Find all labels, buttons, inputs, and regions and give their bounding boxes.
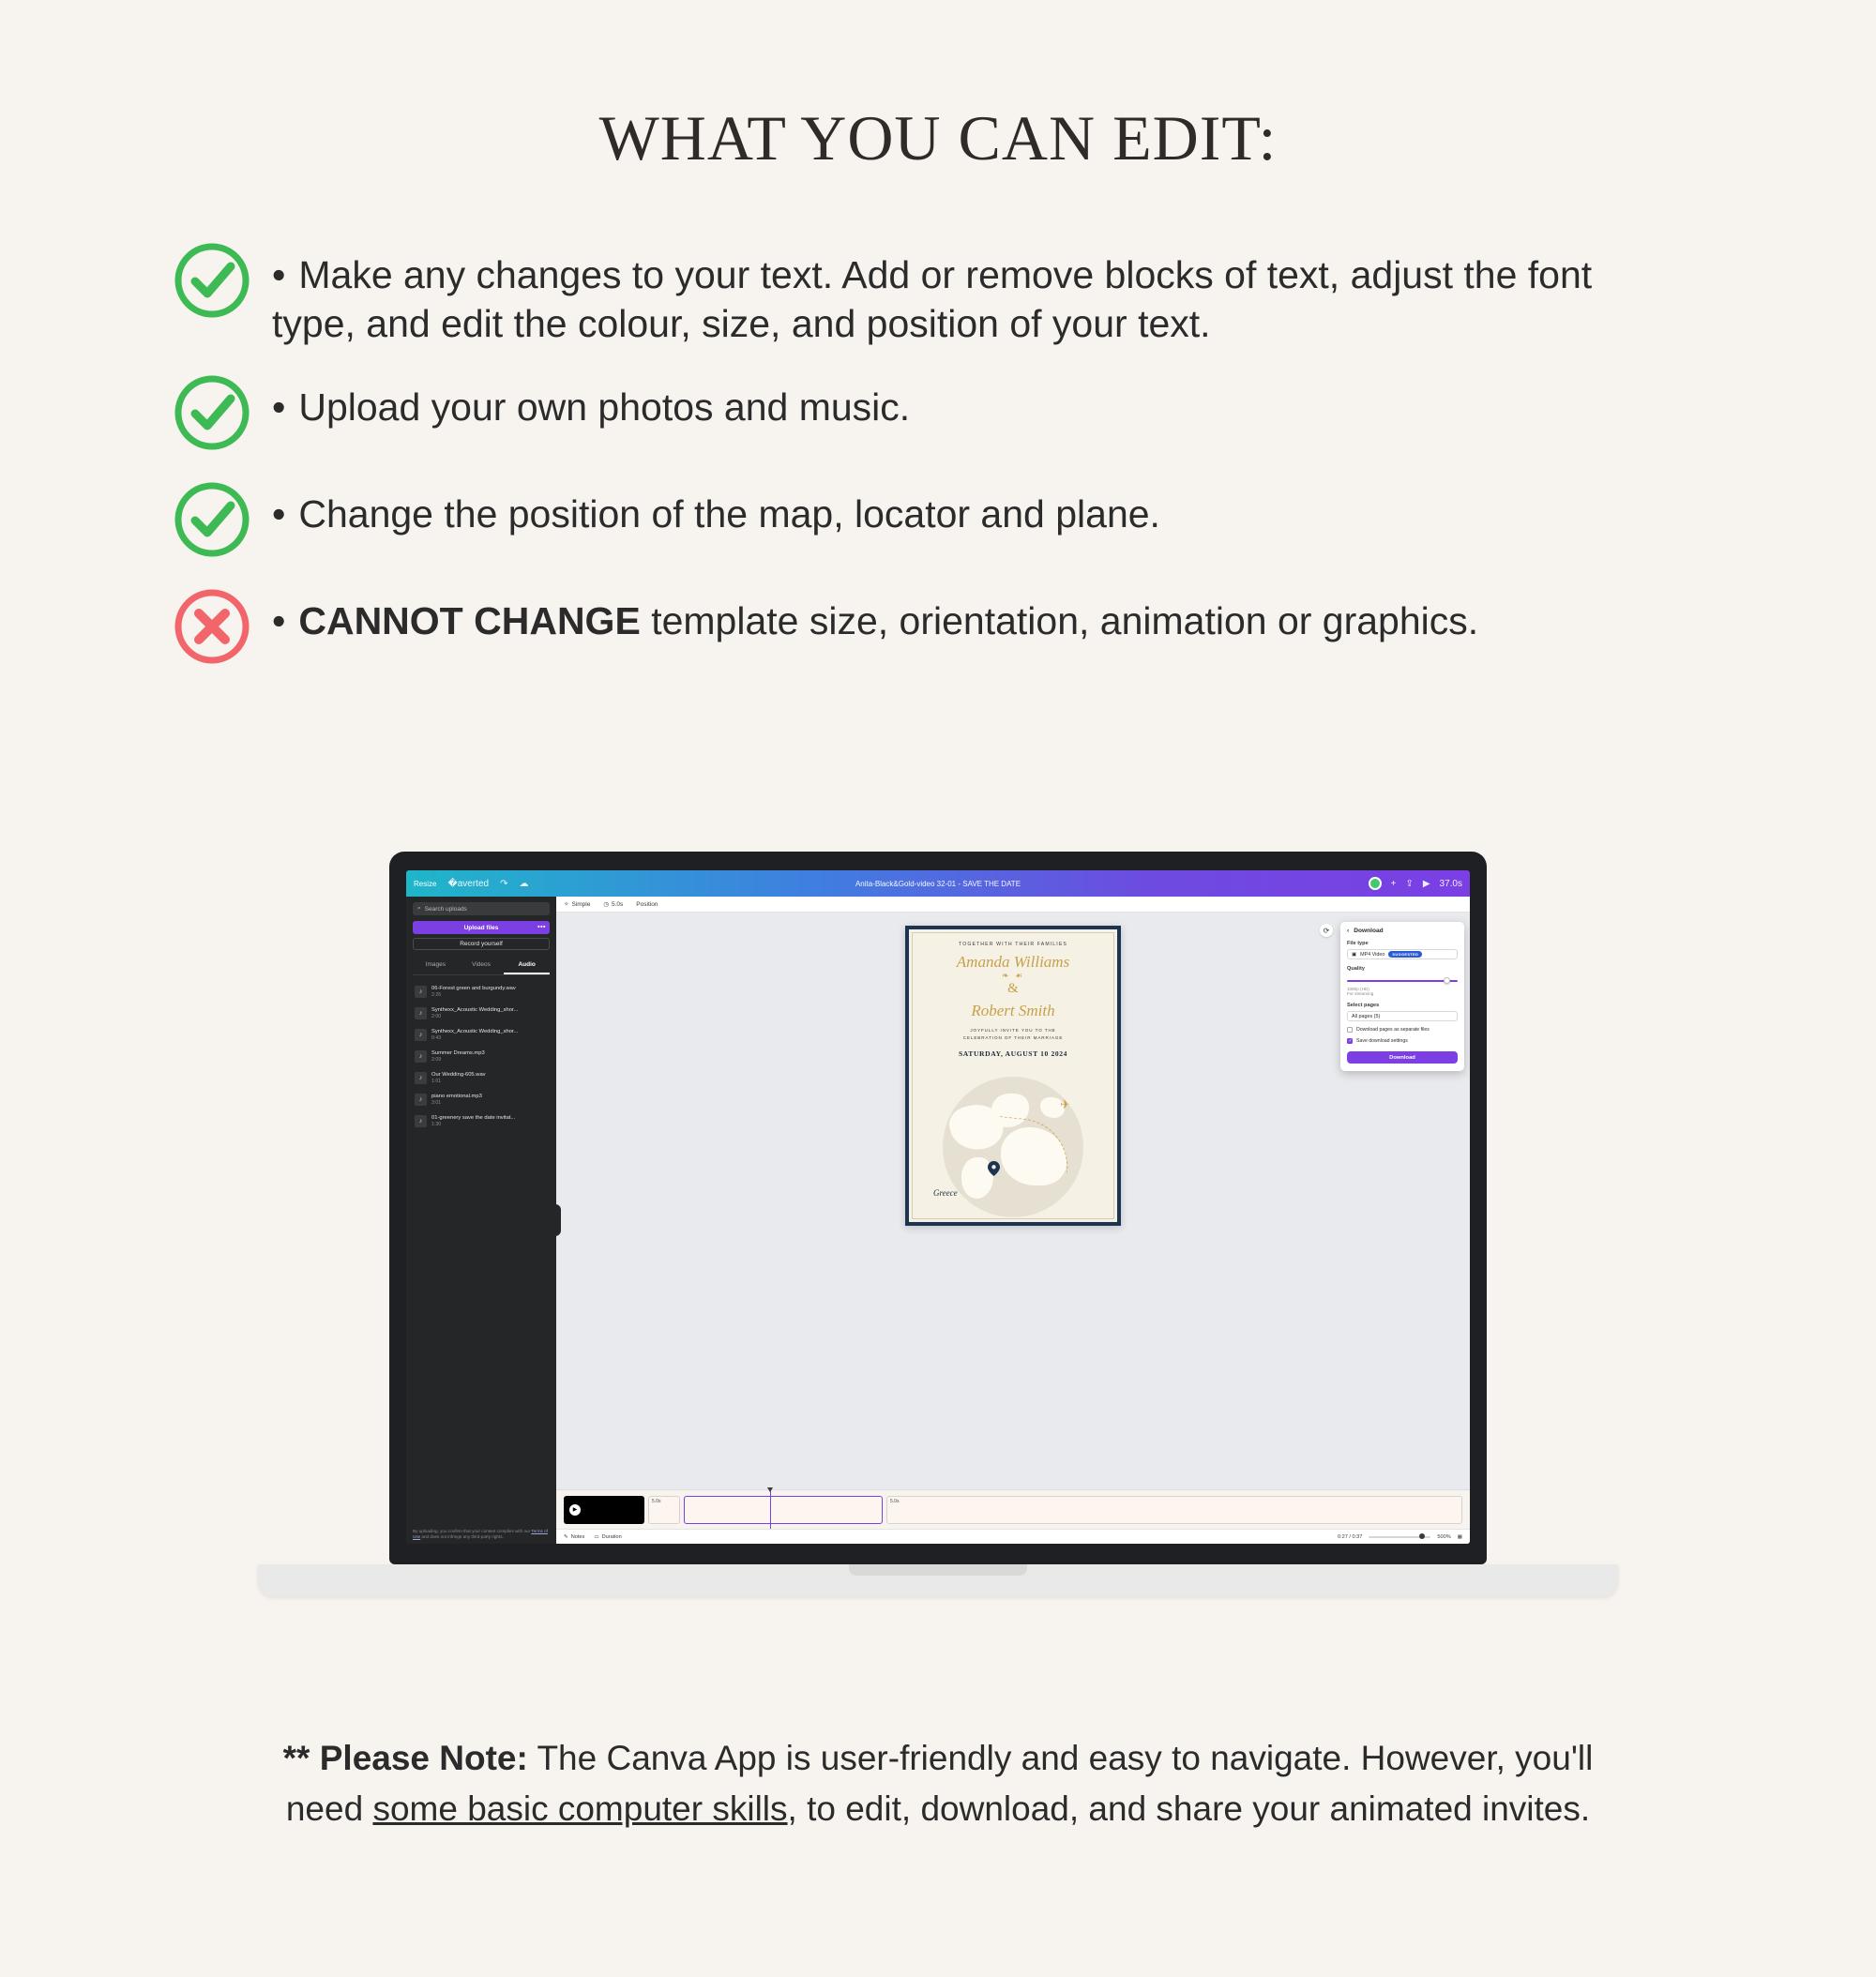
document-title: Anita-Black&Gold-video 32-01 - SAVE THE DATE <box>855 879 1021 888</box>
audio-file-list <box>413 981 550 1132</box>
list-item <box>169 243 1707 349</box>
search-icon: ⌕ <box>417 905 421 912</box>
music-note-icon: ♪ <box>415 1050 427 1063</box>
play-icon[interactable]: ▶ <box>1422 878 1430 889</box>
audio-file-name: piano emotional.mp3 <box>431 1094 482 1099</box>
checkbox-icon-checked[interactable] <box>1347 1038 1353 1044</box>
invitation-name-2[interactable]: Robert Smith <box>971 1002 1055 1019</box>
globe-shape <box>943 1077 1083 1217</box>
invitation-top-line: TOGETHER WITH THEIR FAMILIES <box>959 942 1067 947</box>
music-note-icon: ♪ <box>415 1072 427 1084</box>
laptop-base <box>258 1564 1618 1596</box>
audio-file-name: Our Wedding-605.wav <box>431 1072 486 1078</box>
list-item-text: • CANNOT CHANGE template size, orientation, animation or graphics. <box>272 598 1479 642</box>
airplane-icon[interactable]: ✈ <box>1060 1097 1070 1111</box>
clip-duration: 5.0s <box>890 1498 900 1504</box>
video-duration-label: 37.0s <box>1439 878 1462 889</box>
download-panel-header: ‹ Download <box>1347 928 1384 934</box>
check-icon <box>169 237 255 324</box>
tab-videos[interactable]: Videos <box>472 961 491 968</box>
element-toolbar <box>556 897 1470 913</box>
check-icon <box>169 476 255 563</box>
list-item-text: • Upload your own photos and music. <box>272 385 911 429</box>
video-icon: ▣ <box>1352 951 1357 958</box>
audio-file-duration: 1:01 <box>431 1079 442 1084</box>
map-pin-icon[interactable] <box>988 1161 1000 1176</box>
canva-top-bar <box>406 870 1470 897</box>
canva-body <box>406 897 1470 1544</box>
audio-file-duration: 0:43 <box>431 1035 442 1041</box>
duration-icon: ▭ <box>594 1533 599 1540</box>
avatar[interactable] <box>1369 877 1382 890</box>
timeline-clip[interactable] <box>648 1496 680 1524</box>
refresh-icon[interactable]: ⟳ <box>1320 924 1333 937</box>
quality-value: 1080p (HD) For streaming <box>1347 987 1374 996</box>
list-item[interactable] <box>413 981 550 1003</box>
check-icon <box>169 370 255 456</box>
footer-note <box>0 1733 1876 1834</box>
audio-file-name: 01-greenery save the date invitat... <box>431 1115 516 1121</box>
playhead[interactable] <box>770 1490 771 1529</box>
page-title: WHAT YOU CAN EDIT: <box>598 102 1278 174</box>
play-icon[interactable]: ▶ <box>569 1504 581 1516</box>
list-item-text: • Make any changes to your text. Add or remove blocks of text, adjust the font type, and edit the colour, size, and position of your text. <box>272 253 1593 346</box>
invitation-card[interactable] <box>905 926 1121 1226</box>
note-line2-pre: need <box>285 1788 373 1828</box>
duration-button[interactable]: ◷ 5.0s <box>603 900 624 908</box>
note-line2-post: , to edit, download, and share your animated invites. <box>787 1788 1591 1828</box>
position-button[interactable]: Position <box>636 900 658 908</box>
laptop-body <box>389 852 1487 1564</box>
quality-slider[interactable] <box>1347 977 1458 985</box>
upload-files-button[interactable]: Upload files ••• <box>413 921 550 934</box>
uploads-tabs <box>413 958 550 975</box>
zoom-knob[interactable] <box>1419 1533 1425 1539</box>
audio-file-name: Synthexx_Acoustic Wedding_shor... <box>431 1029 519 1034</box>
suggested-badge: SUGGESTED <box>1388 951 1422 958</box>
slider-knob[interactable] <box>1444 977 1450 984</box>
laptop-notch <box>849 1564 1027 1576</box>
list-item <box>169 589 1707 670</box>
cloud-icon[interactable]: ☁ <box>519 878 529 889</box>
list-item[interactable] <box>413 1067 550 1089</box>
quality-label: Quality <box>1347 966 1365 972</box>
timeline-preview-clip[interactable] <box>564 1496 644 1524</box>
music-note-icon: ♪ <box>415 1007 427 1019</box>
file-type-select[interactable]: ▣ MP4 Video SUGGESTED <box>1347 949 1458 959</box>
status-bar <box>556 1529 1470 1544</box>
checkbox-save-settings[interactable]: ✓ Save download settings <box>1347 1038 1458 1044</box>
world-map-graphic[interactable] <box>909 1072 1117 1222</box>
audio-file-name: Summer Dreams.mp3 <box>431 1050 485 1056</box>
cross-icon <box>169 583 255 670</box>
search-input[interactable] <box>413 902 550 915</box>
select-pages-dropdown[interactable]: All pages (5) <box>1347 1011 1458 1021</box>
list-item[interactable] <box>413 1024 550 1046</box>
timeline-clip[interactable] <box>886 1496 1462 1524</box>
list-item[interactable] <box>413 1110 550 1132</box>
invitation-ampersand: & <box>1007 981 1019 996</box>
music-note-icon: ♪ <box>415 986 427 998</box>
audio-file-duration: 2:26 <box>431 992 442 998</box>
flourish-icon: ❧ ☙ <box>1001 971 1025 980</box>
search-placeholder: Search uploads <box>424 905 467 913</box>
redo-icon[interactable]: ↷ <box>500 878 508 889</box>
list-item <box>169 482 1707 563</box>
checkbox-separate-files[interactable]: Download pages as separate files <box>1347 1027 1458 1033</box>
note-prefix: ** Please Note: <box>282 1739 528 1777</box>
audio-file-duration: 1:30 <box>431 1122 442 1127</box>
audio-file-name: Synthexx_Acoustic Wedding_shor... <box>431 1007 519 1013</box>
audio-file-name: 06-Forest green and burgundy.wav <box>431 986 516 991</box>
clip-duration: 5.0s <box>652 1498 661 1504</box>
download-panel[interactable] <box>1340 922 1464 1071</box>
invitation-date[interactable]: SATURDAY, AUGUST 10 2024 <box>958 1049 1068 1058</box>
music-note-icon: ♪ <box>415 1115 427 1127</box>
back-arrow-icon[interactable]: ‹ <box>1347 928 1350 934</box>
invitation-subtitle: JOYFULLY INVITE YOU TO THE CELEBRATION OF THEIR MARRIAGE <box>962 1028 1064 1040</box>
canvas-area <box>556 897 1470 1544</box>
record-yourself-button[interactable]: Record yourself <box>413 938 550 950</box>
note-underline: some basic computer skills <box>372 1788 788 1828</box>
canva-editor-screen <box>406 870 1470 1544</box>
laptop-mockup <box>0 852 1876 1596</box>
notes-button[interactable]: ✎ Notes <box>564 1533 585 1540</box>
audio-file-duration: 3:01 <box>431 1100 442 1106</box>
tab-images[interactable]: Images <box>425 961 446 968</box>
checkbox-icon[interactable] <box>1347 1027 1353 1033</box>
download-button[interactable]: Download <box>1347 1051 1458 1064</box>
terms-of-use-link[interactable]: Terms of Use <box>413 1528 548 1539</box>
notes-icon: ✎ <box>564 1533 568 1540</box>
list-item <box>169 375 1707 456</box>
note-line1: The Canva App is user-friendly and easy to navigate. However, you'll <box>527 1739 1594 1777</box>
flight-path <box>994 1116 1072 1172</box>
zoom-level: 500% <box>1437 1533 1451 1540</box>
timeline-clip-selected[interactable] <box>684 1496 883 1524</box>
time-display: 0:27 / 0:37 <box>1337 1533 1363 1540</box>
select-pages-label: Select pages <box>1347 1003 1380 1008</box>
animation-icon: ✧ <box>564 901 569 908</box>
more-options-icon[interactable]: ••• <box>537 924 546 931</box>
timer-icon: ◷ <box>603 901 609 908</box>
list-item-text: • Change the position of the map, locator and plane. <box>272 491 1160 536</box>
uploads-panel <box>406 897 556 1544</box>
audio-file-duration: 2:09 <box>431 1057 442 1063</box>
invitation-name-1[interactable]: Amanda Williams <box>956 953 1070 971</box>
design-canvas[interactable] <box>556 913 1470 1489</box>
add-collaborator-button[interactable]: + <box>1390 878 1397 889</box>
grid-view-icon[interactable]: ▦ <box>1457 1533 1462 1540</box>
music-note-icon: ♪ <box>415 1029 427 1041</box>
zoom-slider[interactable] <box>1369 1536 1430 1538</box>
edit-capability-list <box>169 243 1707 670</box>
location-label[interactable]: Greece <box>933 1188 958 1198</box>
share-icon[interactable]: ⇪ <box>1405 878 1414 889</box>
music-note-icon: ♪ <box>415 1094 427 1106</box>
duration-button[interactable]: ▭ Duration <box>594 1533 622 1540</box>
animation-button[interactable]: ✧ Simple <box>564 900 591 908</box>
audio-file-duration: 2:00 <box>431 1014 442 1019</box>
list-item[interactable] <box>413 1089 550 1110</box>
undo-icon[interactable]: �averted <box>447 878 490 889</box>
timeline[interactable] <box>556 1489 1470 1529</box>
file-type-label: File type <box>1347 941 1369 946</box>
uploads-disclaimer: By uploading, you confirm that your content complies with our Terms of Use and does not infringe any third-party rights. <box>413 1528 548 1539</box>
slider-track <box>1347 980 1458 982</box>
list-item[interactable] <box>413 1046 550 1067</box>
tab-audio[interactable]: Audio <box>504 958 550 974</box>
list-item[interactable] <box>413 1003 550 1024</box>
resize-button[interactable]: Resize <box>414 879 437 888</box>
